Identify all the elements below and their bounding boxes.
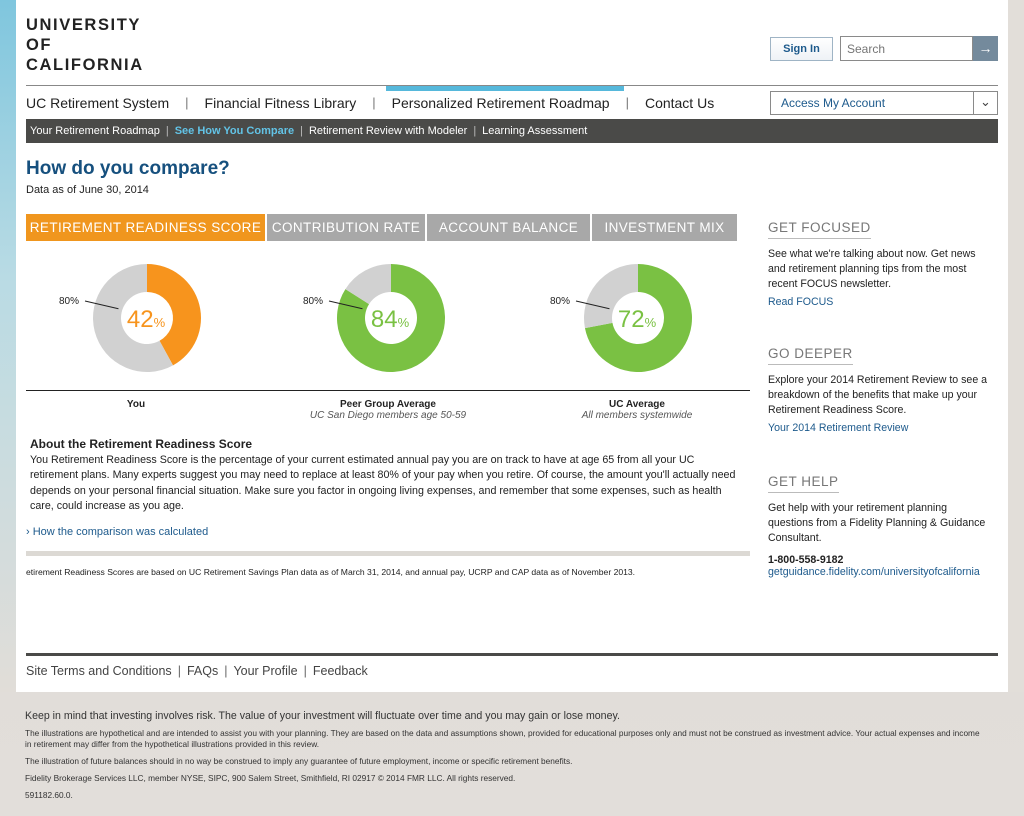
sidebar-heading: GET FOCUSED xyxy=(768,220,871,239)
chart-label-title: You xyxy=(126,399,146,410)
logo-line: OF xyxy=(26,36,53,54)
disclaimer-text: Fidelity Brokerage Services LLC, member NYSE, SIPC, 900 Salem Street, Smithfield, RI 02917 © 2014 FMR LLC. All rights reserved. xyxy=(25,773,516,783)
disclaimer-text: The illustration of future balances should in no way be construed to imply any guarantee of future employment, income or specific retirement benefits. xyxy=(25,756,573,766)
footer-link-profile[interactable]: Your Profile xyxy=(233,664,298,678)
subnav-separator: | xyxy=(300,125,303,137)
sidebar-text: Explore your 2014 Retirement Review to see a breakdown of the benefits that make up your Retirement Readiness Score. xyxy=(768,374,988,416)
logo-line: UNIVERSITY xyxy=(26,16,142,34)
target-label: 80% xyxy=(303,296,324,307)
subnav-learning-assessment[interactable]: Learning Assessment xyxy=(482,125,588,137)
donut-value-label: 84% xyxy=(370,306,410,333)
subnav-retirement-review[interactable]: Retirement Review with Modeler xyxy=(308,125,468,137)
page-container xyxy=(16,0,1008,692)
page-title: How do you compare? xyxy=(26,158,230,179)
nav-separator: | xyxy=(372,95,376,110)
logo-line: CALIFORNIA xyxy=(26,56,144,74)
disclaimer xyxy=(25,710,985,801)
chart-label-title: Peer Group Average xyxy=(340,399,436,410)
sidebar-get-focused xyxy=(768,219,993,308)
disclaimer-main: Keep in mind that investing involves risk. The value of your investment will fluctuate over time and you may gain or lose money. xyxy=(25,710,620,722)
nav-contact-us[interactable]: Contact Us xyxy=(644,95,715,111)
sidebar-get-help xyxy=(768,473,993,578)
search-button[interactable] xyxy=(973,36,998,61)
footer-separator: | xyxy=(224,664,228,678)
sidebar-text: Get help with your retirement planning questions from a Fidelity Planning & Guidance Consultant. xyxy=(768,502,986,544)
subnav-separator: | xyxy=(165,125,169,137)
nav-uc-retirement-system[interactable]: UC Retirement System xyxy=(26,95,170,111)
arrow-right-icon: → xyxy=(978,40,993,56)
comparison-charts xyxy=(26,255,750,415)
nav-financial-fitness-library[interactable]: Financial Fitness Library xyxy=(204,95,357,111)
account-label: Access My Account xyxy=(781,96,886,110)
chart-label-you xyxy=(76,399,196,410)
fidelity-guidance-link[interactable]: getguidance.fidelity.com/universityofcalifornia xyxy=(768,566,980,578)
search-input[interactable] xyxy=(840,36,973,61)
about-heading: About the Retirement Readiness Score xyxy=(30,437,253,451)
nav-separator: | xyxy=(625,95,629,110)
footer-link-faqs[interactable]: FAQs xyxy=(186,664,219,678)
main-nav xyxy=(26,86,714,119)
footnote: etirement Readiness Scores are based on UC Retirement Savings Plan data as of March 31, 2014, and annual pay, UCRP and CAP data as of November 2013. xyxy=(26,567,636,577)
chart-baseline xyxy=(26,390,750,391)
footer-separator: | xyxy=(303,664,307,678)
subnav-separator: | xyxy=(473,125,477,137)
section-divider xyxy=(26,551,750,556)
tab-retirement-readiness-score[interactable]: RETIREMENT READINESS SCORE xyxy=(26,214,265,241)
sign-in-button[interactable]: Sign In xyxy=(770,37,833,61)
sub-nav xyxy=(26,119,998,143)
footer-link-feedback[interactable]: Feedback xyxy=(312,664,368,678)
data-as-of: Data as of June 30, 2014 xyxy=(26,184,149,196)
chart-label-title: UC Average xyxy=(609,399,665,410)
footer-separator: | xyxy=(177,664,181,678)
target-label: 80% xyxy=(550,296,571,307)
sidebar-heading: GET HELP xyxy=(768,474,839,493)
subnav-your-retirement-roadmap[interactable]: Your Retirement Roadmap xyxy=(30,125,160,137)
nav-personalized-retirement-roadmap[interactable]: Personalized Retirement Roadmap xyxy=(392,86,610,119)
chart-label-sub: UC San Diego members age 50-59 xyxy=(309,410,467,421)
read-focus-link[interactable]: Read FOCUS xyxy=(768,296,834,308)
chart-label-uc xyxy=(537,399,737,421)
footer-link-terms[interactable]: Site Terms and Conditions xyxy=(26,664,172,678)
chevron-right-icon: › xyxy=(26,526,30,538)
sidebar-text: See what we're talking about now. Get news and retirement planning tips from the most recent FOCUS newsletter. xyxy=(768,248,976,290)
sidebar-go-deeper xyxy=(768,345,993,434)
chart-label-sub: All members systemwide xyxy=(581,410,693,421)
nav-separator: | xyxy=(185,95,189,110)
subnav-see-how-you-compare[interactable]: See How You Compare xyxy=(174,125,295,137)
how-calculated-link[interactable] xyxy=(26,526,208,538)
tab-account-balance[interactable]: ACCOUNT BALANCE xyxy=(427,214,590,241)
disclaimer-code: 591182.60.0. xyxy=(25,790,73,800)
metric-tabs xyxy=(26,214,739,241)
about-text: You Retirement Readiness Score is the percentage of your current estimated annual pay you are on track to have at age 65 from all your UC retirement plans. Many experts suggest you may need to replace at least 80% of your pay when you retire. Of course, the amount you'll actually need depends on your personal financial situation. Make sure you factor in ongoing living expenses, and remember that some expenses, such as health care, could increase as you age. xyxy=(30,454,736,512)
disclaimer-text: The illustrations are hypothetical and are intended to assist you with your planning. They are based on the data and assumptions shown, provided for educational purposes only and must not be construed as investment advice. Your actual expenses and income in retirement may differ from the hypothetical illustrations provided in this review. xyxy=(25,728,980,749)
right-margin xyxy=(1008,0,1024,692)
donut-value-label: 42% xyxy=(126,306,166,333)
target-label: 80% xyxy=(59,296,80,307)
footer-nav xyxy=(26,664,368,678)
footer-divider xyxy=(26,653,998,656)
tab-investment-mix[interactable]: INVESTMENT MIX xyxy=(592,214,737,241)
sidebar-heading: GO DEEPER xyxy=(768,346,853,365)
chevron-down-icon: ⌄ xyxy=(973,92,997,114)
retirement-review-link[interactable]: Your 2014 Retirement Review xyxy=(768,422,909,434)
access-account-dropdown[interactable] xyxy=(770,91,998,115)
how-calculated-label: How the comparison was calculated xyxy=(32,526,209,538)
help-phone: 1-800-558-9182 xyxy=(768,554,844,566)
left-accent-bar xyxy=(0,0,16,692)
uc-logo[interactable] xyxy=(26,15,144,75)
chart-label-peer xyxy=(288,399,488,421)
tab-contribution-rate[interactable]: CONTRIBUTION RATE xyxy=(267,214,425,241)
donut-value-label: 72% xyxy=(617,306,657,333)
